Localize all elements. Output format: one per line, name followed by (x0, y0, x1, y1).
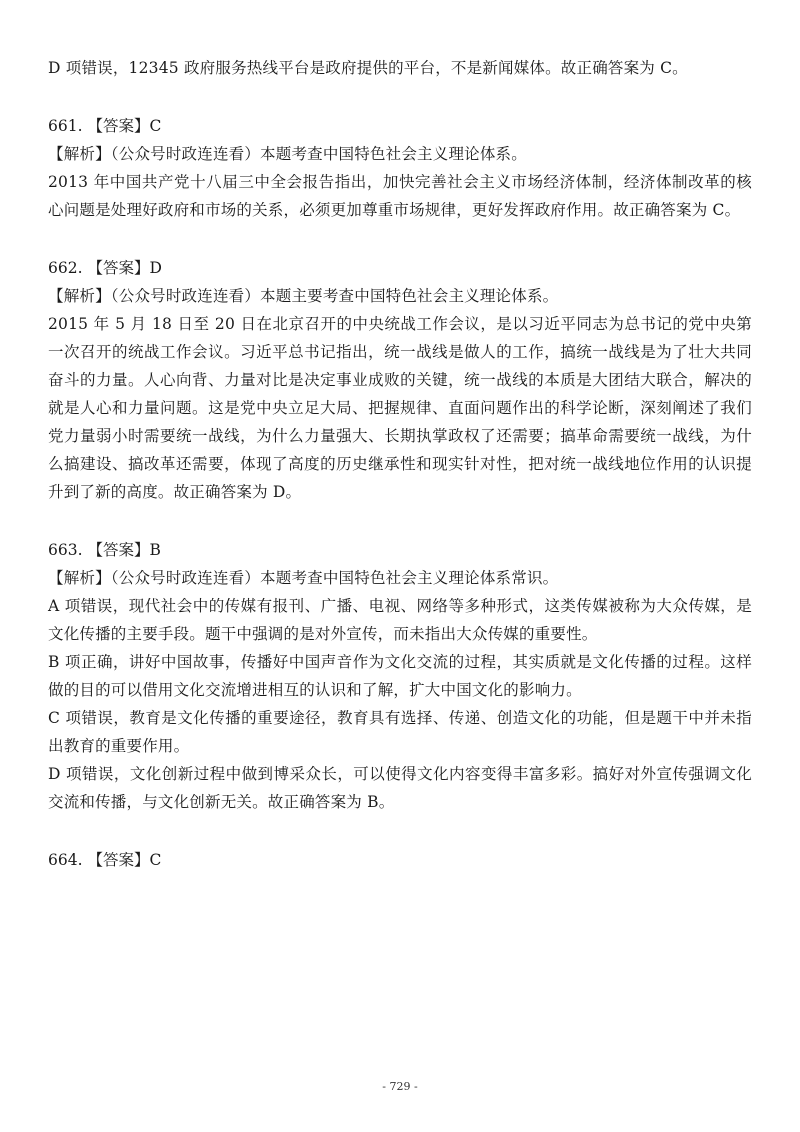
answer-663: 663. 【答案】B (48, 541, 161, 559)
analysis-663: 【解析】（公众号时政连连看）本题考查中国特色社会主义理论体系常识。 (48, 569, 559, 587)
option-b-663: B 项正确，讲好中国故事，传播好中国声音作为文化交流的过程，其实质就是文化传播的过程。这样做的目的可以借用文化交流增进相互的认识和了解，扩大中国文化的影响力。 (48, 653, 752, 699)
body-661: 2013 年中国共产党十八届三中全会报告指出，加快完善社会主义市场经济体制，经济体制改革的核心问题是处理好政府和市场的关系，必须更加尊重市场规律，更好发挥政府作用。故正确答案为 C。 (48, 173, 752, 219)
answer-662: 662. 【答案】D (48, 259, 162, 277)
analysis-662: 【解析】（公众号时政连连看）本题主要考查中国特色社会主义理论体系。 (48, 287, 559, 305)
option-d-prev: D 项错误，12345 政府服务热线平台是政府提供的平台，不是新闻媒体。故正确答案为 C。 (48, 59, 688, 77)
spacer (48, 82, 752, 112)
option-d-663: D 项错误，文化创新过程中做到博采众长，可以使得文化内容变得丰富多彩。搞好对外宣传强调文化交流和传播，与文化创新无关。故正确答案为 B。 (48, 765, 752, 811)
option-c-663: C 项错误，教育是文化传播的重要途径，教育具有选择、传递、创造文化的功能，但是题干中并未指出教育的重要作用。 (48, 709, 752, 755)
spacer (48, 224, 752, 254)
spacer (48, 506, 752, 536)
option-a-663: A 项错误，现代社会中的传媒有报刊、广播、电视、网络等多种形式，这类传媒被称为大众传媒，是文化传播的主要手段。题干中强调的是对外宣传，而未指出大众传媒的重要性。 (48, 597, 752, 643)
answer-664: 664. 【答案】C (48, 851, 162, 869)
analysis-661: 【解析】（公众号时政连连看）本题考查中国特色社会主义理论体系。 (48, 145, 527, 163)
page-content (48, 54, 752, 874)
spacer (48, 816, 752, 846)
page-number: - 729 - (382, 1080, 418, 1093)
answer-661: 661. 【答案】C (48, 117, 162, 135)
body-662: 2015 年 5 月 18 日至 20 日在北京召开的中央统战工作会议，是以习近平同志为总书记的党中央第一次召开的统战工作会议。习近平总书记指出，统一战线是做人的工作，搞统一战线是为了壮大共同奋斗的力量。人心向背、力量对比是决定事业成败的关键，统一战线的本质是大团结大联合，解决的就是人心和力量问题。这是党中央立足大局、把握规律、直面问题作出的科学论断，深刻阐述了我们党力量弱小时需要统一战线，为什么力量强大、长期执掌政权了还需要；搞革命需要统一战线，为什么搞建设、搞改革还需要，体现了高度的历史继承性和现实针对性，把对统一战线地位作用的认识提升到了新的高度。故正确答案为 D。 (48, 315, 752, 501)
